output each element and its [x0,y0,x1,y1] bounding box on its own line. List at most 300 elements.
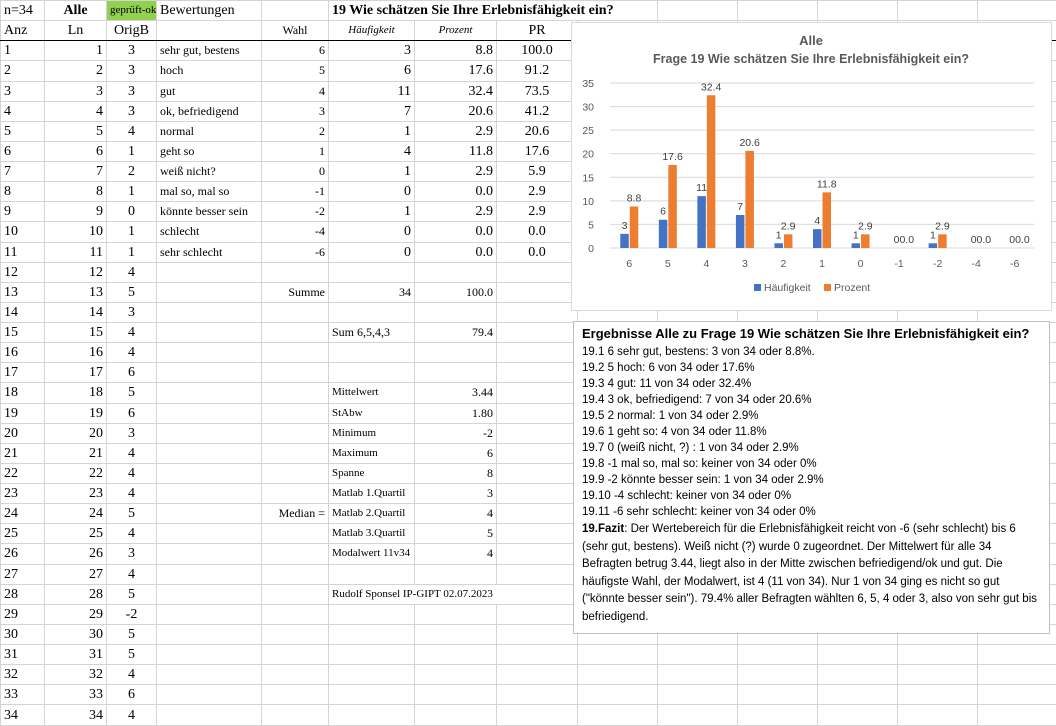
cell[interactable] [157,363,262,383]
haeufigkeit-cell[interactable]: 3 [329,41,415,61]
cell[interactable] [415,685,497,705]
cell[interactable] [898,665,978,685]
rating-label[interactable]: mal so, mal so [157,182,262,202]
cell[interactable] [157,302,262,322]
origb-cell[interactable]: 3 [107,61,157,81]
ln-cell[interactable]: 34 [45,705,107,726]
cell[interactable] [415,262,497,282]
wahl-cell[interactable]: -4 [262,222,329,242]
ln-cell[interactable]: 13 [45,282,107,302]
ln-cell[interactable]: 9 [45,202,107,222]
haeufigkeit-cell[interactable]: 0 [329,222,415,242]
ln-cell[interactable]: 10 [45,222,107,242]
cell[interactable] [262,685,329,705]
prozent-cell[interactable]: 2.9 [415,202,497,222]
cell[interactable] [497,504,578,524]
cell[interactable] [497,262,578,282]
anz-cell[interactable]: 8 [1,182,45,202]
rating-label[interactable]: weiß nicht? [157,162,262,182]
wahl-cell[interactable]: 1 [262,141,329,161]
wahl-cell[interactable]: 0 [262,162,329,182]
cell[interactable] [329,343,415,363]
cell[interactable] [262,624,329,644]
cell[interactable] [415,624,497,644]
cell[interactable] [497,403,578,423]
cell[interactable] [262,544,329,564]
cell[interactable] [415,604,497,624]
ln-cell[interactable]: 15 [45,323,107,343]
cell[interactable] [578,705,658,726]
cell[interactable] [898,1,978,21]
prozent-cell[interactable]: 20.6 [415,101,497,121]
pr-cell[interactable]: 20.6 [497,121,578,141]
wahl-cell[interactable]: 4 [262,81,329,101]
cell[interactable] [818,645,898,665]
cell[interactable] [738,1,818,21]
ln-cell[interactable]: 25 [45,524,107,544]
cell[interactable] [262,262,329,282]
cell[interactable] [978,665,1056,685]
cell[interactable] [658,645,738,665]
cell[interactable] [738,645,818,665]
cell[interactable] [415,302,497,322]
origb-cell[interactable]: 4 [107,524,157,544]
origb-cell[interactable]: 4 [107,564,157,584]
origb-cell[interactable]: -2 [107,604,157,624]
wahl-cell[interactable]: 5 [262,61,329,81]
ln-cell[interactable]: 19 [45,403,107,423]
cell[interactable] [329,564,415,584]
col-ln-header[interactable]: Ln [45,21,107,41]
wahl-cell[interactable]: 3 [262,101,329,121]
cell[interactable] [262,423,329,443]
checked-badge[interactable]: geprüft-ok [107,1,157,21]
ln-cell[interactable]: 11 [45,242,107,262]
prozent-cell[interactable]: 0.0 [415,182,497,202]
cell[interactable] [262,584,329,604]
cell[interactable] [497,685,578,705]
cell[interactable] [978,1,1056,21]
cell[interactable] [329,685,415,705]
origb-cell[interactable]: 5 [107,504,157,524]
haeufigkeit-cell[interactable]: 0 [329,242,415,262]
anz-cell[interactable]: 34 [1,705,45,726]
ln-cell[interactable]: 18 [45,383,107,403]
cell[interactable] [157,705,262,726]
cell[interactable] [329,302,415,322]
cell[interactable] [157,564,262,584]
pr-cell[interactable]: 91.2 [497,61,578,81]
anz-cell[interactable]: 3 [1,81,45,101]
origb-cell[interactable]: 6 [107,363,157,383]
cell[interactable] [157,21,262,41]
prozent-cell[interactable]: 2.9 [415,162,497,182]
cell[interactable] [497,524,578,544]
haeufigkeit-cell[interactable]: 1 [329,162,415,182]
cell[interactable] [497,645,578,665]
stat-label[interactable]: Modalwert 11v34 [329,544,415,564]
anz-cell[interactable]: 10 [1,222,45,242]
ln-cell[interactable]: 30 [45,624,107,644]
origb-cell[interactable]: 5 [107,282,157,302]
prozent-cell[interactable]: 8.8 [415,41,497,61]
pr-cell[interactable]: 2.9 [497,202,578,222]
anz-cell[interactable]: 14 [1,302,45,322]
origb-cell[interactable]: 1 [107,222,157,242]
ln-cell[interactable]: 7 [45,162,107,182]
cell[interactable] [978,645,1056,665]
cell[interactable] [497,363,578,383]
haeufigkeit-cell[interactable]: 1 [329,121,415,141]
cell[interactable] [329,645,415,665]
anz-cell[interactable]: 29 [1,604,45,624]
origb-cell[interactable]: 0 [107,202,157,222]
origb-cell[interactable]: 5 [107,584,157,604]
cell[interactable] [497,443,578,463]
pr-cell[interactable]: 0.0 [497,222,578,242]
stat-label[interactable]: Minimum [329,423,415,443]
anz-cell[interactable]: 31 [1,645,45,665]
stat-value[interactable]: 1.80 [415,403,497,423]
cell[interactable] [497,383,578,403]
cell[interactable] [157,403,262,423]
origb-cell[interactable]: 4 [107,262,157,282]
rating-label[interactable]: normal [157,121,262,141]
anz-cell[interactable]: 1 [1,41,45,61]
ln-cell[interactable]: 28 [45,584,107,604]
cell[interactable] [157,524,262,544]
cell[interactable] [497,564,578,584]
cell[interactable] [578,685,658,705]
cell[interactable] [157,645,262,665]
cell[interactable] [497,665,578,685]
cell[interactable] [818,685,898,705]
ln-cell[interactable]: 24 [45,504,107,524]
pr-cell[interactable]: 73.5 [497,81,578,101]
cell[interactable] [415,705,497,726]
anz-cell[interactable]: 20 [1,423,45,443]
ln-cell[interactable]: 14 [45,302,107,322]
cell[interactable] [415,564,497,584]
cell[interactable] [157,624,262,644]
cell[interactable] [262,343,329,363]
ln-cell[interactable]: 2 [45,61,107,81]
ln-cell[interactable]: 22 [45,463,107,483]
sum6543-label[interactable]: Sum 6,5,4,3 [329,323,415,343]
origb-cell[interactable]: 3 [107,423,157,443]
cell[interactable] [329,604,415,624]
stat-value[interactable]: 4 [415,544,497,564]
stat-value[interactable]: 3.44 [415,383,497,403]
cell[interactable] [898,645,978,665]
ln-cell[interactable]: 1 [45,41,107,61]
rating-label[interactable]: schlecht [157,222,262,242]
cell[interactable] [262,302,329,322]
anz-cell[interactable]: 24 [1,504,45,524]
cell[interactable] [262,403,329,423]
cell[interactable] [157,544,262,564]
cell[interactable] [157,665,262,685]
anz-cell[interactable]: 25 [1,524,45,544]
cell[interactable] [497,544,578,564]
cell[interactable] [157,262,262,282]
origb-cell[interactable]: 2 [107,162,157,182]
ln-cell[interactable]: 16 [45,343,107,363]
cell[interactable] [157,343,262,363]
col-anz-header[interactable]: Anz [1,21,45,41]
origb-cell[interactable]: 5 [107,624,157,644]
origb-cell[interactable]: 1 [107,141,157,161]
n-count[interactable]: n=34 [1,1,45,21]
cell[interactable] [738,665,818,685]
cell[interactable] [157,282,262,302]
stat-label[interactable]: Maximum [329,443,415,463]
origb-cell[interactable]: 3 [107,544,157,564]
wahl-cell[interactable]: -2 [262,202,329,222]
cell[interactable] [497,343,578,363]
ratings-header[interactable]: Bewertungen [157,1,262,21]
origb-cell[interactable]: 5 [107,645,157,665]
ln-cell[interactable]: 33 [45,685,107,705]
anz-cell[interactable]: 2 [1,61,45,81]
question-title[interactable]: 19 Wie schätzen Sie Ihre Erlebnisfähigkeit ein? [329,1,658,21]
ln-cell[interactable]: 5 [45,121,107,141]
prozent-cell[interactable]: 0.0 [415,242,497,262]
cell[interactable] [262,564,329,584]
anz-cell[interactable]: 7 [1,162,45,182]
haeufigkeit-cell[interactable]: 0 [329,182,415,202]
origb-cell[interactable]: 4 [107,343,157,363]
anz-cell[interactable]: 5 [1,121,45,141]
cell[interactable] [578,665,658,685]
prozent-cell[interactable]: 0.0 [415,222,497,242]
results-textbox[interactable] [573,321,1050,634]
col-haeufigkeit-header[interactable]: Häufigkeit [329,21,415,41]
origb-cell[interactable]: 1 [107,242,157,262]
stat-value[interactable]: 6 [415,443,497,463]
anz-cell[interactable]: 23 [1,484,45,504]
anz-cell[interactable]: 22 [1,463,45,483]
cell[interactable] [329,665,415,685]
anz-cell[interactable]: 27 [1,564,45,584]
cell[interactable] [898,685,978,705]
anz-cell[interactable]: 21 [1,443,45,463]
cell[interactable] [329,262,415,282]
cell[interactable] [262,645,329,665]
author-credit[interactable]: Rudolf Sponsel IP-GIPT 02.07.2023 [329,584,578,604]
anz-cell[interactable]: 13 [1,282,45,302]
haeufigkeit-cell[interactable]: 1 [329,202,415,222]
col-pr-header[interactable]: PR [497,21,578,41]
cell[interactable] [898,705,978,726]
origb-cell[interactable]: 3 [107,41,157,61]
stat-value[interactable]: 3 [415,484,497,504]
cell[interactable] [738,705,818,726]
rating-label[interactable]: könnte besser sein [157,202,262,222]
cell[interactable] [157,604,262,624]
cell[interactable] [497,282,578,302]
ln-cell[interactable]: 29 [45,604,107,624]
stat-label[interactable]: Spanne [329,463,415,483]
cell[interactable] [157,685,262,705]
wahl-cell[interactable]: -6 [262,242,329,262]
ln-cell[interactable]: 27 [45,564,107,584]
wahl-cell[interactable]: 2 [262,121,329,141]
rating-label[interactable]: sehr schlecht [157,242,262,262]
cell[interactable] [157,484,262,504]
cell[interactable] [329,363,415,383]
origb-cell[interactable]: 4 [107,121,157,141]
stat-label[interactable]: Mittelwert [329,383,415,403]
cell[interactable] [658,1,738,21]
rating-label[interactable]: gut [157,81,262,101]
cell[interactable] [497,423,578,443]
col-origb-header[interactable]: OrigB [107,21,157,41]
origb-cell[interactable]: 3 [107,101,157,121]
cell[interactable] [818,1,898,21]
cell[interactable] [262,484,329,504]
cell[interactable] [658,665,738,685]
anz-cell[interactable]: 28 [1,584,45,604]
cell[interactable] [262,705,329,726]
summe-prozent[interactable]: 100.0 [415,282,497,302]
cell[interactable] [415,343,497,363]
prozent-cell[interactable]: 11.8 [415,141,497,161]
cell[interactable] [262,323,329,343]
origb-cell[interactable]: 1 [107,182,157,202]
col-wahl-header[interactable]: Wahl [262,21,329,41]
anz-cell[interactable]: 18 [1,383,45,403]
cell[interactable] [415,645,497,665]
stat-value[interactable]: 5 [415,524,497,544]
prozent-cell[interactable]: 2.9 [415,121,497,141]
cell[interactable] [658,685,738,705]
wahl-cell[interactable]: 6 [262,41,329,61]
summe-haeufigkeit[interactable]: 34 [329,282,415,302]
origb-cell[interactable]: 6 [107,685,157,705]
anz-cell[interactable]: 16 [1,343,45,363]
cell[interactable] [415,665,497,685]
ln-cell[interactable]: 4 [45,101,107,121]
cell[interactable] [262,383,329,403]
stat-label[interactable]: Matlab 1.Quartil [329,484,415,504]
haeufigkeit-cell[interactable]: 4 [329,141,415,161]
anz-cell[interactable]: 33 [1,685,45,705]
group-name[interactable]: Alle [45,1,107,21]
cell[interactable] [497,484,578,504]
stat-label[interactable]: Matlab 2.Quartil [329,504,415,524]
origb-cell[interactable]: 3 [107,81,157,101]
rating-label[interactable]: sehr gut, bestens [157,41,262,61]
ln-cell[interactable]: 3 [45,81,107,101]
origb-cell[interactable]: 4 [107,705,157,726]
anz-cell[interactable]: 9 [1,202,45,222]
rating-label[interactable]: hoch [157,61,262,81]
stat-value[interactable]: 8 [415,463,497,483]
cell[interactable] [497,705,578,726]
cell[interactable] [978,685,1056,705]
cell[interactable] [262,443,329,463]
cell[interactable] [578,645,658,665]
haeufigkeit-cell[interactable]: 6 [329,61,415,81]
cell[interactable] [157,584,262,604]
cell[interactable] [157,423,262,443]
cell[interactable] [818,705,898,726]
prozent-cell[interactable]: 17.6 [415,61,497,81]
summe-label[interactable]: Summe [262,282,329,302]
median-label[interactable]: Median = [262,504,329,524]
cell[interactable] [262,1,329,21]
cell[interactable] [497,323,578,343]
origb-cell[interactable]: 4 [107,665,157,685]
haeufigkeit-cell[interactable]: 7 [329,101,415,121]
pr-cell[interactable]: 100.0 [497,41,578,61]
cell[interactable] [415,363,497,383]
anz-cell[interactable]: 6 [1,141,45,161]
cell[interactable] [738,685,818,705]
cell[interactable] [157,323,262,343]
rating-label[interactable]: ok, befriedigend [157,101,262,121]
cell[interactable] [818,665,898,685]
cell[interactable] [658,705,738,726]
cell[interactable] [262,463,329,483]
ln-cell[interactable]: 23 [45,484,107,504]
ln-cell[interactable]: 12 [45,262,107,282]
origb-cell[interactable]: 4 [107,484,157,504]
cell[interactable] [262,665,329,685]
origb-cell[interactable]: 5 [107,383,157,403]
cell[interactable] [497,624,578,644]
col-prozent-header[interactable]: Prozent [415,21,497,41]
anz-cell[interactable]: 15 [1,323,45,343]
origb-cell[interactable]: 6 [107,403,157,423]
cell[interactable] [329,705,415,726]
pr-cell[interactable]: 5.9 [497,162,578,182]
ln-cell[interactable]: 17 [45,363,107,383]
cell[interactable] [497,463,578,483]
cell[interactable] [157,383,262,403]
anz-cell[interactable]: 30 [1,624,45,644]
cell[interactable] [157,463,262,483]
rating-label[interactable]: geht so [157,141,262,161]
haeufigkeit-cell[interactable]: 11 [329,81,415,101]
ln-cell[interactable]: 21 [45,443,107,463]
pr-cell[interactable]: 17.6 [497,141,578,161]
chart-panel[interactable] [571,22,1052,311]
pr-cell[interactable]: 41.2 [497,101,578,121]
sum6543-value[interactable]: 79.4 [415,323,497,343]
stat-label[interactable]: StAbw [329,403,415,423]
cell[interactable] [157,443,262,463]
wahl-cell[interactable]: -1 [262,182,329,202]
prozent-cell[interactable]: 32.4 [415,81,497,101]
cell[interactable] [497,302,578,322]
stat-value[interactable]: -2 [415,423,497,443]
origb-cell[interactable]: 4 [107,443,157,463]
cell[interactable] [262,604,329,624]
ln-cell[interactable]: 8 [45,182,107,202]
origb-cell[interactable]: 4 [107,463,157,483]
pr-cell[interactable]: 2.9 [497,182,578,202]
origb-cell[interactable]: 3 [107,302,157,322]
ln-cell[interactable]: 26 [45,544,107,564]
anz-cell[interactable]: 4 [1,101,45,121]
stat-label[interactable]: Matlab 3.Quartil [329,524,415,544]
cell[interactable] [329,624,415,644]
ln-cell[interactable]: 20 [45,423,107,443]
cell[interactable] [978,705,1056,726]
anz-cell[interactable]: 32 [1,665,45,685]
